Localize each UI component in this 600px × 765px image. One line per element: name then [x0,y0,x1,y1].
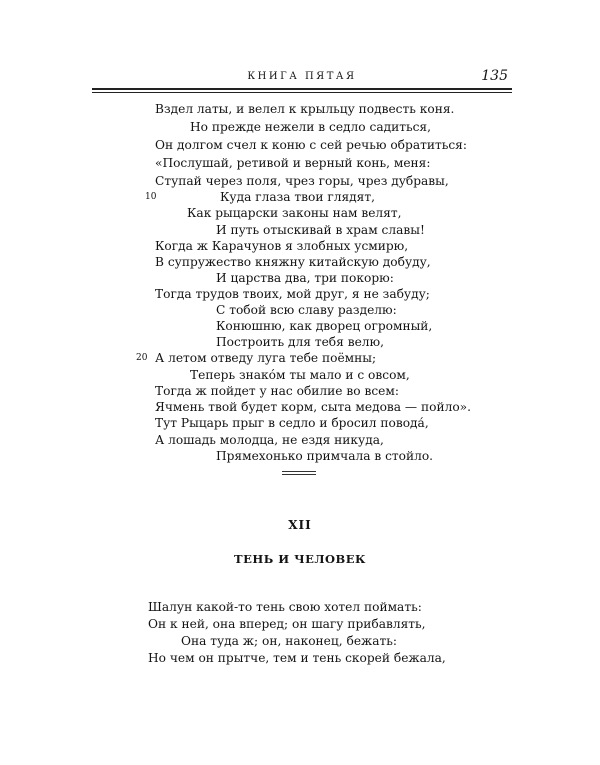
fable-line: Теперь знакóм ты мало и с овсом, [190,368,410,382]
page-number: 135 [481,68,508,84]
fable-line: С тобой всю славу разделю: [216,303,397,317]
running-head: КНИГА ПЯТАЯ [247,71,357,82]
fable-line: Ячмень твой будет корм, сыта медова — пойло». [155,400,471,414]
section-divider-bottom [282,474,316,475]
fable-line: Построить для тебя велю, [216,335,385,349]
line-number-20: 20 [136,353,148,363]
poem-title: ТЕНЬ И ЧЕЛОВЕК [234,552,366,566]
fable-line: Он долгом счел к коню с сей речью обратиться: [155,138,467,152]
fable-line: Прямехонько примчала в стойло. [216,449,434,463]
fable-line: Когда ж Карачунов я злобных усмирю, [155,239,409,253]
page-header [92,68,512,88]
fable-line: А летом отведу луга тебе поёмны; [155,351,377,365]
fable-line: Тогда ж пойдет у нас обилие во всем: [155,384,399,398]
fable-line: Тогда трудов твоих, мой друг, я не забуду; [155,287,430,301]
poem-line: Шалун какой-то тень свою хотел поймать: [148,600,422,614]
chapter-number: XII [288,518,312,532]
fable-line: В супружество княжну китайскую добуду, [155,255,431,269]
line-number-10: 10 [145,192,157,202]
fable-line: «Послушай, ретивой и верный конь, меня: [155,156,431,170]
fable-line: Ступай через поля, чрез горы, чрез дубравы, [155,174,449,188]
poem-line: Он к ней, она вперед; он шагу прибавлять, [148,617,426,631]
fable-line: А лошадь молодца, не ездя никуда, [155,433,384,447]
fable-line: И путь отыскивай в храм славы! [216,223,425,237]
poem-line: Она туда ж; он, наконец, бежать: [181,634,397,648]
header-rule-thin [92,92,512,93]
fable-line: Вздел латы, и велел к крыльцу подвесть коня. [155,102,455,116]
fable-line: Куда глаза твои глядят, [220,190,375,204]
header-rule-thick [92,88,512,90]
fable-line: И царства два, три покорю: [216,271,394,285]
poem-line: Но чем он прытче, тем и тень скорей бежала, [148,651,446,665]
fable-line: Конюшню, как дворец огромный, [216,319,433,333]
fable-line: Но прежде нежели в седло садиться, [190,120,431,134]
section-divider-top [282,471,316,472]
fable-line: Тут Рыцарь прыг в седло и бросил повода́, [155,416,429,430]
fable-line: Как рыцарски законы нам велят, [187,206,402,220]
